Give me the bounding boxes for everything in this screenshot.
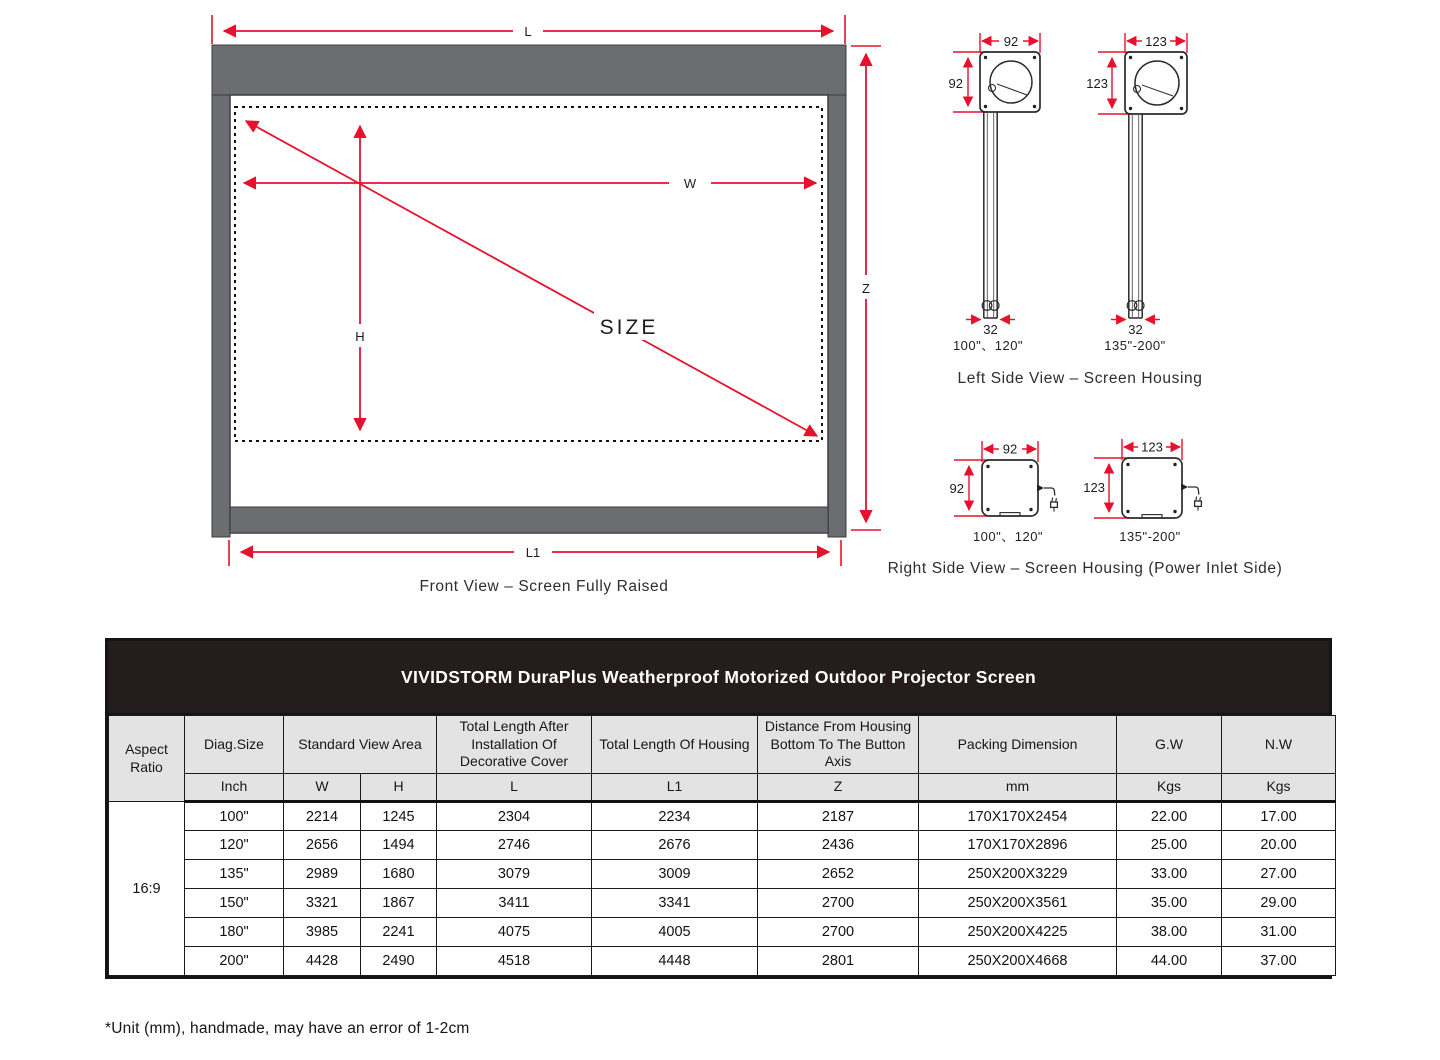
right-small-height-label: 92 — [949, 481, 964, 496]
right-side-small-housing — [950, 441, 1058, 544]
left-small-width-label: 92 — [1003, 34, 1019, 49]
cell-l1: 3009 — [592, 860, 758, 889]
cell-packing: 250X200X3561 — [919, 889, 1117, 918]
cell-nw: 31.00 — [1222, 918, 1336, 947]
cell-z: 2700 — [758, 889, 919, 918]
cell-l1: 2676 — [592, 831, 758, 860]
cell-z: 2801 — [758, 947, 919, 976]
left-side-large-housing — [1086, 33, 1187, 353]
power-plug — [1051, 502, 1058, 507]
dim-l — [212, 15, 845, 44]
dim-h-label: H — [355, 329, 365, 344]
subheader-h: H — [361, 774, 437, 802]
col-header-standard-view-area: Standard View Area — [284, 716, 437, 774]
dim-l1-label: L1 — [525, 545, 541, 560]
right-large-width-label: 123 — [1141, 439, 1163, 455]
cell-h: 1494 — [361, 831, 437, 860]
col-header-net-weight: N.W — [1222, 716, 1336, 774]
cell-h: 1867 — [361, 889, 437, 918]
cell-inch: 150" — [185, 889, 284, 918]
frame-left-bar — [212, 95, 230, 537]
cell-gw: 22.00 — [1117, 802, 1222, 831]
left-small-height-label: 92 — [948, 76, 963, 91]
subheader-kgs-nw: Kgs — [1222, 774, 1336, 802]
left-small-sizes-label: 100"、120" — [952, 338, 1024, 353]
cell-w: 3321 — [284, 889, 361, 918]
table-row — [109, 918, 1336, 947]
unit-footnote: *Unit (mm), handmade, may have an error of 1-2cm — [105, 1020, 470, 1037]
cell-nw: 27.00 — [1222, 860, 1336, 889]
left-side-view-diagram — [949, 33, 1203, 387]
cell-nw: 37.00 — [1222, 947, 1336, 976]
cell-l: 2746 — [437, 831, 592, 860]
cell-z: 2700 — [758, 918, 919, 947]
dim-w-label: W — [683, 176, 697, 191]
cell-nw: 29.00 — [1222, 889, 1336, 918]
cell-packing: 250X200X4225 — [919, 918, 1117, 947]
cell-gw: 35.00 — [1117, 889, 1222, 918]
col-header-diag-size: Diag.Size — [185, 716, 284, 774]
cell-inch: 120" — [185, 831, 284, 860]
cell-l: 2304 — [437, 802, 592, 831]
left-side-view-caption: Left Side View – Screen Housing — [957, 370, 1203, 387]
col-header-total-length-housing: Total Length Of Housing — [592, 716, 758, 774]
left-side-small-housing — [949, 33, 1040, 353]
right-side-view-diagram — [888, 439, 1283, 577]
right-large-sizes-label: 135"-200" — [1119, 529, 1181, 544]
cell-inch: 200" — [185, 947, 284, 976]
cell-inch: 180" — [185, 918, 284, 947]
cell-z: 2652 — [758, 860, 919, 889]
table-row — [109, 831, 1336, 860]
subheader-w: W — [284, 774, 361, 802]
cell-z: 2436 — [758, 831, 919, 860]
cell-l1: 4005 — [592, 918, 758, 947]
cell-packing: 250X200X3229 — [919, 860, 1117, 889]
cell-gw: 33.00 — [1117, 860, 1222, 889]
col-header-distance-button-axis: Distance From Housing Bottom To The Button Axis — [758, 716, 919, 774]
subheader-l: L — [437, 774, 592, 802]
cell-h: 1245 — [361, 802, 437, 831]
bottom-slat-bar — [230, 507, 828, 533]
cell-inch: 100" — [185, 802, 284, 831]
cell-l1: 3341 — [592, 889, 758, 918]
dim-z — [851, 46, 881, 530]
table-row — [109, 802, 1336, 831]
power-inlet-connector — [1037, 485, 1044, 492]
cell-l1: 2234 — [592, 802, 758, 831]
right-large-height-label: 123 — [1083, 480, 1105, 495]
spec-table — [105, 638, 1332, 979]
col-header-packing-dimension: Packing Dimension — [919, 716, 1117, 774]
dim-l-label: L — [524, 24, 532, 39]
cell-l: 4075 — [437, 918, 592, 947]
cell-l1: 4448 — [592, 947, 758, 976]
cell-h: 2490 — [361, 947, 437, 976]
right-small-sizes-label: 100"、120" — [972, 529, 1044, 544]
col-header-gross-weight: G.W — [1117, 716, 1222, 774]
subheader-mm: mm — [919, 774, 1117, 802]
cell-nw: 17.00 — [1222, 802, 1336, 831]
subheader-z: Z — [758, 774, 919, 802]
cell-packing: 170X170X2896 — [919, 831, 1117, 860]
housing-top-bar — [212, 45, 846, 95]
cell-packing: 250X200X4668 — [919, 947, 1117, 976]
cell-gw: 38.00 — [1117, 918, 1222, 947]
cell-z: 2187 — [758, 802, 919, 831]
left-small-rail-label: 32 — [983, 322, 998, 337]
cell-l: 3411 — [437, 889, 592, 918]
right-side-view-caption: Right Side View – Screen Housing (Power Inlet Side) — [887, 560, 1283, 577]
dim-z-label: Z — [862, 281, 870, 296]
left-large-height-label: 123 — [1086, 76, 1108, 91]
cell-w: 2656 — [284, 831, 361, 860]
right-side-large-housing — [1083, 439, 1201, 544]
left-large-width-label: 123 — [1145, 34, 1167, 49]
subheader-inch: Inch — [185, 774, 284, 802]
cell-nw: 20.00 — [1222, 831, 1336, 860]
subheader-kgs-gw: Kgs — [1117, 774, 1222, 802]
subheader-l1: L1 — [592, 774, 758, 802]
power-inlet-connector — [1181, 484, 1188, 491]
right-small-width-label: 92 — [1002, 441, 1018, 457]
cell-gw: 44.00 — [1117, 947, 1222, 976]
left-large-sizes-label: 135"-200" — [1104, 338, 1166, 353]
cell-packing: 170X170X2454 — [919, 802, 1117, 831]
table-row — [109, 860, 1336, 889]
frame-right-bar — [828, 95, 846, 537]
cell-h: 1680 — [361, 860, 437, 889]
table-title-bar — [108, 641, 1329, 715]
aspect-ratio-value: 16:9 — [109, 802, 185, 976]
cell-w: 2989 — [284, 860, 361, 889]
left-large-rail-label: 32 — [1128, 322, 1143, 337]
dim-size-label: SIZE — [599, 316, 659, 339]
cell-l: 4518 — [437, 947, 592, 976]
col-header-aspect-ratio: Aspect Ratio — [109, 716, 185, 802]
dim-l1 — [229, 540, 841, 566]
front-view-diagram — [212, 15, 881, 595]
cell-gw: 25.00 — [1117, 831, 1222, 860]
front-view-caption: Front View – Screen Fully Raised — [419, 578, 669, 595]
cell-w: 2214 — [284, 802, 361, 831]
cell-l: 3079 — [437, 860, 592, 889]
col-header-total-length-cover: Total Length After Installation Of Decorative Cover — [437, 716, 592, 774]
power-plug — [1195, 501, 1202, 506]
table-row — [109, 947, 1336, 976]
cell-w: 3985 — [284, 918, 361, 947]
cell-h: 2241 — [361, 918, 437, 947]
cell-inch: 135" — [185, 860, 284, 889]
table-row — [109, 889, 1336, 918]
table-title: VIVIDSTORM DuraPlus Weatherproof Motorized Outdoor Projector Screen — [401, 666, 1036, 687]
cell-w: 4428 — [284, 947, 361, 976]
